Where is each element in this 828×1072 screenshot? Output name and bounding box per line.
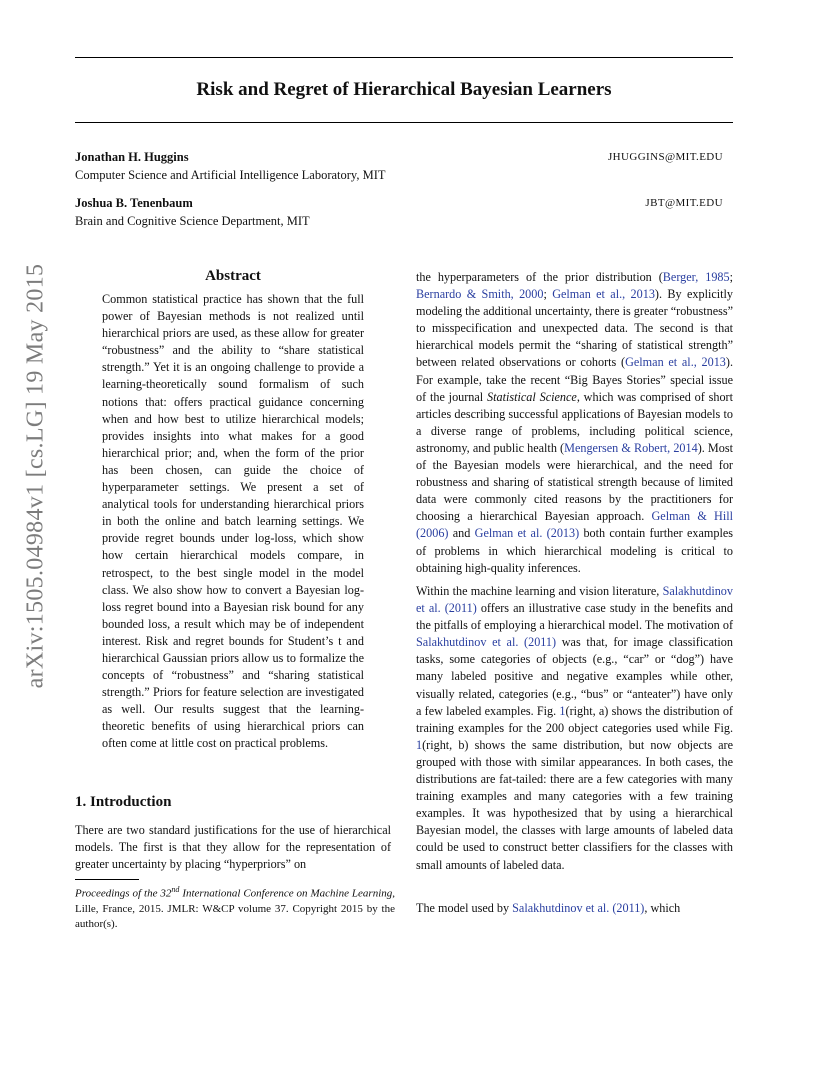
- citation-link[interactable]: 1: [416, 737, 423, 752]
- paper-title: Risk and Regret of Hierarchical Bayesian Learners: [196, 79, 612, 100]
- citation-link[interactable]: Gelman et al. (2013): [474, 526, 580, 541]
- author-affiliation: Computer Science and Artificial Intelligence Laboratory, MIT: [75, 168, 386, 182]
- section-heading-introduction: 1. Introduction: [75, 794, 172, 810]
- footnote: [75, 882, 395, 932]
- author-name: Joshua B. Tenenbaum: [75, 196, 193, 210]
- abstract-heading: Abstract: [205, 268, 261, 284]
- right-paragraph-2: [416, 583, 733, 874]
- author-affiliation: Brain and Cognitive Science Department, MIT: [75, 214, 310, 228]
- body-text: offers an illustrative case study in the benefits and the pitfalls of employing a hierarchical model. The motivation of: [416, 601, 733, 633]
- body-text: Within the machine learning and vision literature,: [416, 584, 663, 598]
- body-text: ). For example, take the recent “Big Bayes Stories” special issue of the journal: [416, 355, 734, 404]
- body-text: (right, b) shows the same distribution, but now objects are grouped with those with similar appearances. In both cases, the distributions are fat-tailed: there are a few categories with many training examples and many categories with a few training examples. It was hypothesized that by using a hierarchical Bayesian model, the classes with large amounts of labeled data could be used to construct better classifiers for the classes with small amounts of labeled data.: [416, 737, 733, 872]
- intro-paragraph-1: There are two standard justifications for the use of hierarchical models. The first is that they allow for the representation of greater uncertainty by placing “hyperpriors” on: [75, 823, 391, 872]
- title-rule-top: [75, 57, 733, 58]
- citation-link[interactable]: Gelman et al., 2013: [625, 355, 726, 370]
- body-text: ;: [543, 287, 553, 302]
- citation-link[interactable]: Mengersen & Robert, 2014: [564, 440, 698, 455]
- arxiv-stamp: [14, 263, 58, 689]
- italic-text: Statistical Science: [487, 389, 577, 404]
- citation-link[interactable]: Gelman et al., 2013: [552, 287, 655, 302]
- author-block-2: [75, 194, 733, 230]
- citation-link[interactable]: Salakhutdinov et al. (2011): [416, 584, 733, 616]
- author-email: JHUGGINS@MIT.EDU: [607, 151, 723, 163]
- citation-link[interactable]: Gelman & Hill (2006): [416, 509, 733, 541]
- body-text: ;: [729, 270, 733, 284]
- body-text: The model used by: [416, 901, 513, 915]
- footnote-details: , Lille, France, 2015. JMLR: W&CP volume 37. Copyright 2015 by the author(s).: [75, 887, 395, 930]
- body-text: was that, for image classification tasks, some categories of objects (e.g., “car” or “dog”) have many labeled positive and negative examples while other, visually related, categories (e.g., “bus” or “anteater”) have only a few labeled examples. Fig.: [416, 635, 733, 718]
- body-text: , which was comprised of short articles describing successful applications of Bayesian models to a diverse range of problems, including political science, astronomy, and public health (: [416, 389, 733, 455]
- body-text: ). By explicitly modeling the additional uncertainty, there is greater “robustness” to misspecification and unexpected data. The second is that hierarchical models permit the “sharing of statistical strength” between related observations or cohorts (: [416, 287, 733, 370]
- citation-link[interactable]: Salakhutdinov et al. (2011): [512, 901, 645, 915]
- right-paragraph-3: [416, 900, 733, 917]
- arxiv-stamp-text: arXiv:1505.04984v1 [cs.LG] 19 May 2015: [22, 263, 49, 689]
- citation-link[interactable]: Berger, 1985: [662, 270, 730, 284]
- body-text: , which: [644, 901, 681, 915]
- body-text: the hyperparameters of the prior distribution (: [416, 270, 663, 284]
- body-text: both contain further examples of problems in which hierarchical modeling is critical to obtaining high-quality inferences.: [416, 526, 733, 575]
- body-text: (right, a) shows the distribution of training examples for the 200 object categories used while Fig.: [416, 703, 733, 735]
- citation-link[interactable]: Salakhutdinov et al. (2011): [416, 635, 557, 650]
- footnote-proceedings: Proceedings of the 32: [75, 887, 172, 900]
- author-email: JBT@MIT.EDU: [645, 197, 723, 209]
- body-text: ). Most of the Bayesian models were hierarchical, and the need for robustness and sharing of statistical strength because of limited data were commonly cited reasons by the practitioners for choosing a hierarchical Bayesian approach.: [416, 440, 733, 524]
- author-block-1: [75, 148, 733, 184]
- citation-link[interactable]: Bernardo & Smith, 2000: [416, 287, 544, 302]
- footnote-superscript: nd: [171, 885, 180, 894]
- right-paragraph-1: [416, 269, 733, 577]
- title-rule-bottom: [75, 122, 733, 123]
- abstract-text: Common statistical practice has shown that the full power of Bayesian methods is not realized until hierarchical priors are used, as these allow for greater “robustness” and the ability to “share statistical strength.” Yet it is an ongoing challenge to provide a learning-theoretically sound formalism of such notions that: offers practical guidance concerning when and how best to utilize hierarchical models; provides insights into what makes for a good hierarchical prior; and, when the form of the prior has been chosen, can guide the choice of hyperparameter settings. We present a set of analytical tools for understanding hierarchical priors in both the online and batch learning settings. We provide regret bounds under log-loss, which show how certain hierarchical models compare, in retrospect, to the best single model in the model class. We also show how to convert a Bayesian log-loss regret bound into a Bayesian risk bound for any bounded loss, a result which may be of independent interest. Risk and regret bounds for Student’s t and hierarchical Gaussian priors allow us to formalize the concepts of “robustness” and “sharing statistical strength.” Priors for feature selection are investigated as well. Our results suggest that the learning-theoretic benefits of using hierarchical priors can often come at little cost on practical problems.: [102, 292, 364, 751]
- footnote-rule: [75, 879, 139, 880]
- body-text: and: [448, 526, 475, 541]
- author-name: Jonathan H. Huggins: [75, 150, 189, 164]
- citation-link[interactable]: 1: [559, 703, 566, 718]
- footnote-venue: International Conference on Machine Learning: [179, 887, 393, 900]
